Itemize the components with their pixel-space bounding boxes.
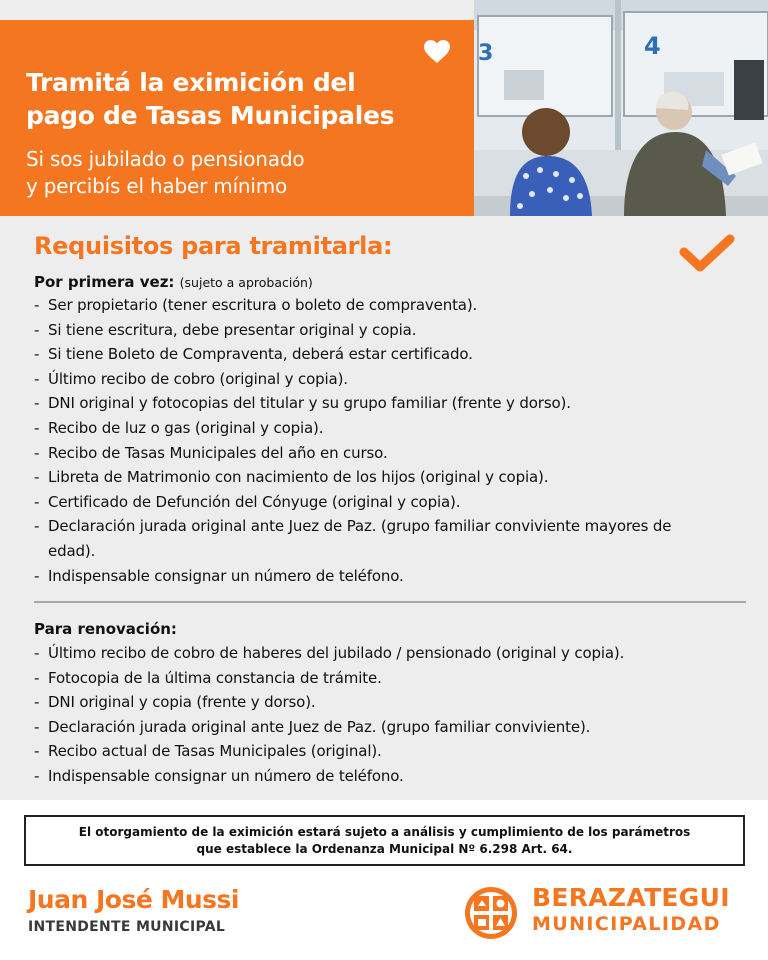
list-item: - Ser propietario (tener escritura o boleto de compraventa). [34, 293, 754, 318]
renewal-label: Para renovación: [34, 620, 177, 638]
window-number-3: 3 [478, 41, 494, 66]
subtitle-line-1: Si sos jubilado o pensionado [26, 147, 305, 171]
list-item: - Indispensable consignar un número de teléfono. [34, 564, 754, 589]
list-item: - DNI original y copia (frente y dorso). [34, 690, 754, 715]
list-item: - Si tiene Boleto de Compraventa, deberá estar certificado. [34, 342, 754, 367]
page-subtitle [26, 146, 466, 200]
municipal-emblem-icon [464, 886, 518, 940]
brand-name: BERAZATEGUI [532, 883, 730, 912]
checkmark-icon [678, 232, 736, 274]
first-time-label [34, 273, 313, 291]
mayor-name: Juan José Mussi [28, 885, 239, 914]
requirements-title: Requisitos para tramitarla: [34, 232, 393, 260]
renewal-requirements-list [34, 641, 754, 789]
heart-icon [424, 40, 450, 64]
subtitle-line-2: y percibís el haber mínimo [26, 174, 288, 198]
legal-notice-box [24, 815, 745, 866]
list-item: - Declaración jurada original ante Juez de Paz. (grupo familiar conviviente). [34, 715, 754, 740]
title-line-1: Tramitá la eximición del [26, 68, 356, 97]
first-time-requirements-list [34, 293, 754, 588]
list-item: - DNI original y fotocopias del titular y su grupo familiar (frente y dorso). [34, 391, 754, 416]
list-item: - Indispensable consignar un número de teléfono. [34, 764, 754, 789]
title-line-2: pago de Tasas Municipales [26, 101, 395, 130]
first-time-note: (sujeto a aprobación) [179, 275, 313, 290]
list-item: - Certificado de Defunción del Cónyuge (original y copia). [34, 490, 754, 515]
notice-line-2: que establece la Ordenanza Municipal Nº 6.298 Art. 64. [196, 842, 573, 856]
brand-subtitle: MUNICIPALIDAD [532, 913, 721, 935]
list-item: - Recibo actual de Tasas Municipales (original). [34, 739, 754, 764]
list-item: - Recibo de Tasas Municipales del año en curso. [34, 441, 754, 466]
list-item: - Fotocopia de la última constancia de trámite. [34, 666, 754, 691]
header-banner [0, 0, 768, 216]
list-item: - Recibo de luz o gas (original y copia). [34, 416, 754, 441]
window-number-4: 4 [644, 32, 661, 60]
page-title [26, 66, 466, 132]
list-item: - Último recibo de cobro de haberes del jubilado / pensionado (original y copia). [34, 641, 754, 666]
section-divider [34, 601, 746, 603]
mayor-role: INTENDENTE MUNICIPAL [28, 919, 226, 935]
office-photo [474, 0, 768, 216]
notice-line-1: El otorgamiento de la eximición estará sujeto a análisis y cumplimiento de los parámetros [78, 825, 691, 839]
list-item: - Libreta de Matrimonio con nacimiento de los hijos (original y copia). [34, 465, 754, 490]
first-time-label-text: Por primera vez: [34, 273, 175, 291]
list-item: - Último recibo de cobro (original y copia). [34, 367, 754, 392]
list-item: - Declaración jurada original ante Juez de Paz. (grupo familiar conviviente mayores de edad). [34, 514, 714, 563]
list-item: - Si tiene escritura, debe presentar original y copia. [34, 318, 754, 343]
